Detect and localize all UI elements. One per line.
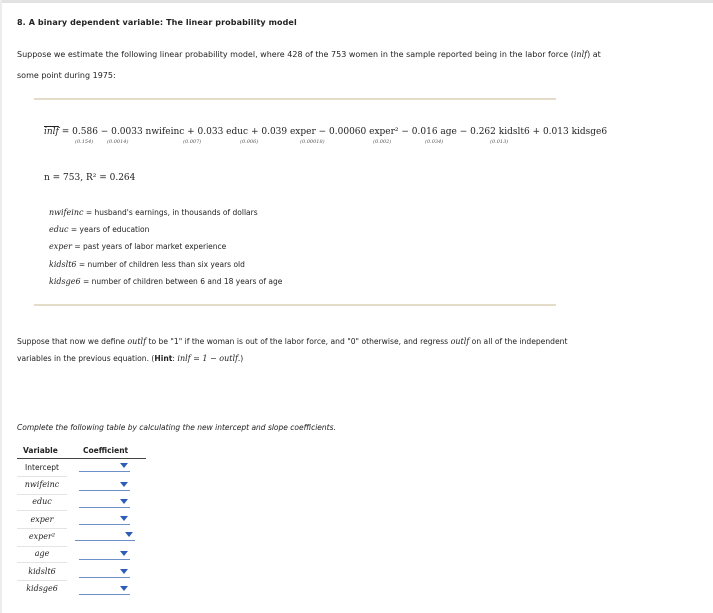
- coefficient-dropdown-exper[interactable]: [79, 513, 130, 525]
- coefficient-dropdown-age[interactable]: [79, 548, 130, 560]
- variable-definitions: [49, 206, 282, 292]
- definition-item: nwifeinc = husband's earnings, in thousands of dollars: [49, 208, 258, 217]
- se-kidslt6: (0.034): [425, 139, 444, 145]
- column-header-coefficient: Coefficient: [83, 446, 129, 455]
- equation-lhs: inlf: [44, 127, 59, 137]
- equation-body: = 0.586 − 0.0033 nwifeinc + 0.033 educ + 0.039 exper − 0.00060 exper² − 0.016 age − 0.262 kidslt6 + 0.013 kidsge6: [58, 127, 608, 137]
- triangle-down-icon: [125, 532, 133, 537]
- coefficient-dropdown-educ[interactable]: [79, 496, 130, 508]
- triangle-down-icon: [120, 569, 128, 574]
- triangle-down-icon: [120, 499, 128, 504]
- header-underline: [17, 458, 146, 459]
- row-label-age: age: [34, 549, 50, 558]
- se-kidsge6: (0.013): [490, 139, 509, 145]
- triangle-down-icon: [120, 482, 128, 487]
- row-separator: [17, 476, 67, 477]
- coefficient-dropdown-nwifeinc[interactable]: [79, 479, 130, 491]
- row-label-kidslt6: kidslt6: [28, 567, 56, 576]
- row-label-kidsge6: kidsge6: [26, 584, 58, 593]
- row-separator: [17, 546, 67, 547]
- row-label-intercept: Intercept: [25, 463, 59, 472]
- se-exper-sq: (0.00018): [300, 139, 325, 145]
- triangle-down-icon: [120, 586, 128, 591]
- row-label-exper: exper: [30, 515, 54, 524]
- top-divider: [34, 98, 556, 100]
- row-label-educ: educ: [32, 497, 52, 506]
- se-nwifeinc: (0.0014): [107, 139, 129, 145]
- definition-item: exper = past years of labor market experience: [49, 242, 227, 252]
- regression-stats: n = 753, R² = 0.264: [44, 173, 136, 183]
- se-age: (0.002): [373, 139, 392, 145]
- question-heading: 8. A binary dependent variable: The linear probability model: [17, 18, 297, 27]
- row-separator: [17, 494, 67, 495]
- followup-text: Suppose that now we define outlf to be "1" if the woman is out of the labor force, and "0" otherwise, and regress outlf on all of the independent variables in the previous equation. (Hint: inlf = 1 − outlf.): [17, 337, 568, 363]
- definition-item: kidsge6 = number of children between 6 and 18 years of age: [49, 276, 283, 286]
- regression-equation: [44, 127, 607, 137]
- coefficient-dropdown-exper-squared[interactable]: [75, 529, 135, 541]
- coefficient-dropdown-kidslt6[interactable]: [79, 566, 130, 578]
- intro-text: Suppose we estimate the following linear probability model, where 428 of the 753 women in the sample reported being in the labor force (inlf) at some point during 1975:: [17, 50, 601, 80]
- coefficient-dropdown-kidsge6[interactable]: [79, 583, 130, 595]
- hint-equation: inlf = 1 − outlf.: [177, 354, 241, 363]
- row-separator: [17, 528, 67, 529]
- se-intercept: (0.154): [75, 139, 94, 145]
- hint-label: Hint: [154, 354, 173, 363]
- instruction-text: Complete the following table by calculating the new intercept and slope coefficients.: [17, 423, 336, 432]
- se-exper: (0.006): [240, 139, 259, 145]
- triangle-down-icon: [120, 551, 128, 556]
- column-header-variable: Variable: [23, 446, 58, 455]
- row-separator: [17, 510, 67, 511]
- bottom-divider: [34, 304, 556, 306]
- coefficient-dropdown-intercept[interactable]: [79, 460, 130, 472]
- se-educ: (0.007): [183, 139, 202, 145]
- row-separator: [17, 562, 67, 563]
- triangle-down-icon: [120, 463, 128, 468]
- triangle-down-icon: [120, 516, 128, 521]
- top-border: [0, 0, 713, 3]
- left-border: [0, 0, 2, 613]
- row-label-exper-squared: exper²: [28, 532, 56, 541]
- definition-item: educ = years of education: [49, 225, 150, 235]
- row-label-nwifeinc: nwifeinc: [24, 480, 60, 489]
- row-separator: [17, 580, 67, 581]
- definition-item: kidslt6 = number of children less than six years old: [49, 259, 245, 269]
- inlf-var: inlf: [573, 50, 588, 59]
